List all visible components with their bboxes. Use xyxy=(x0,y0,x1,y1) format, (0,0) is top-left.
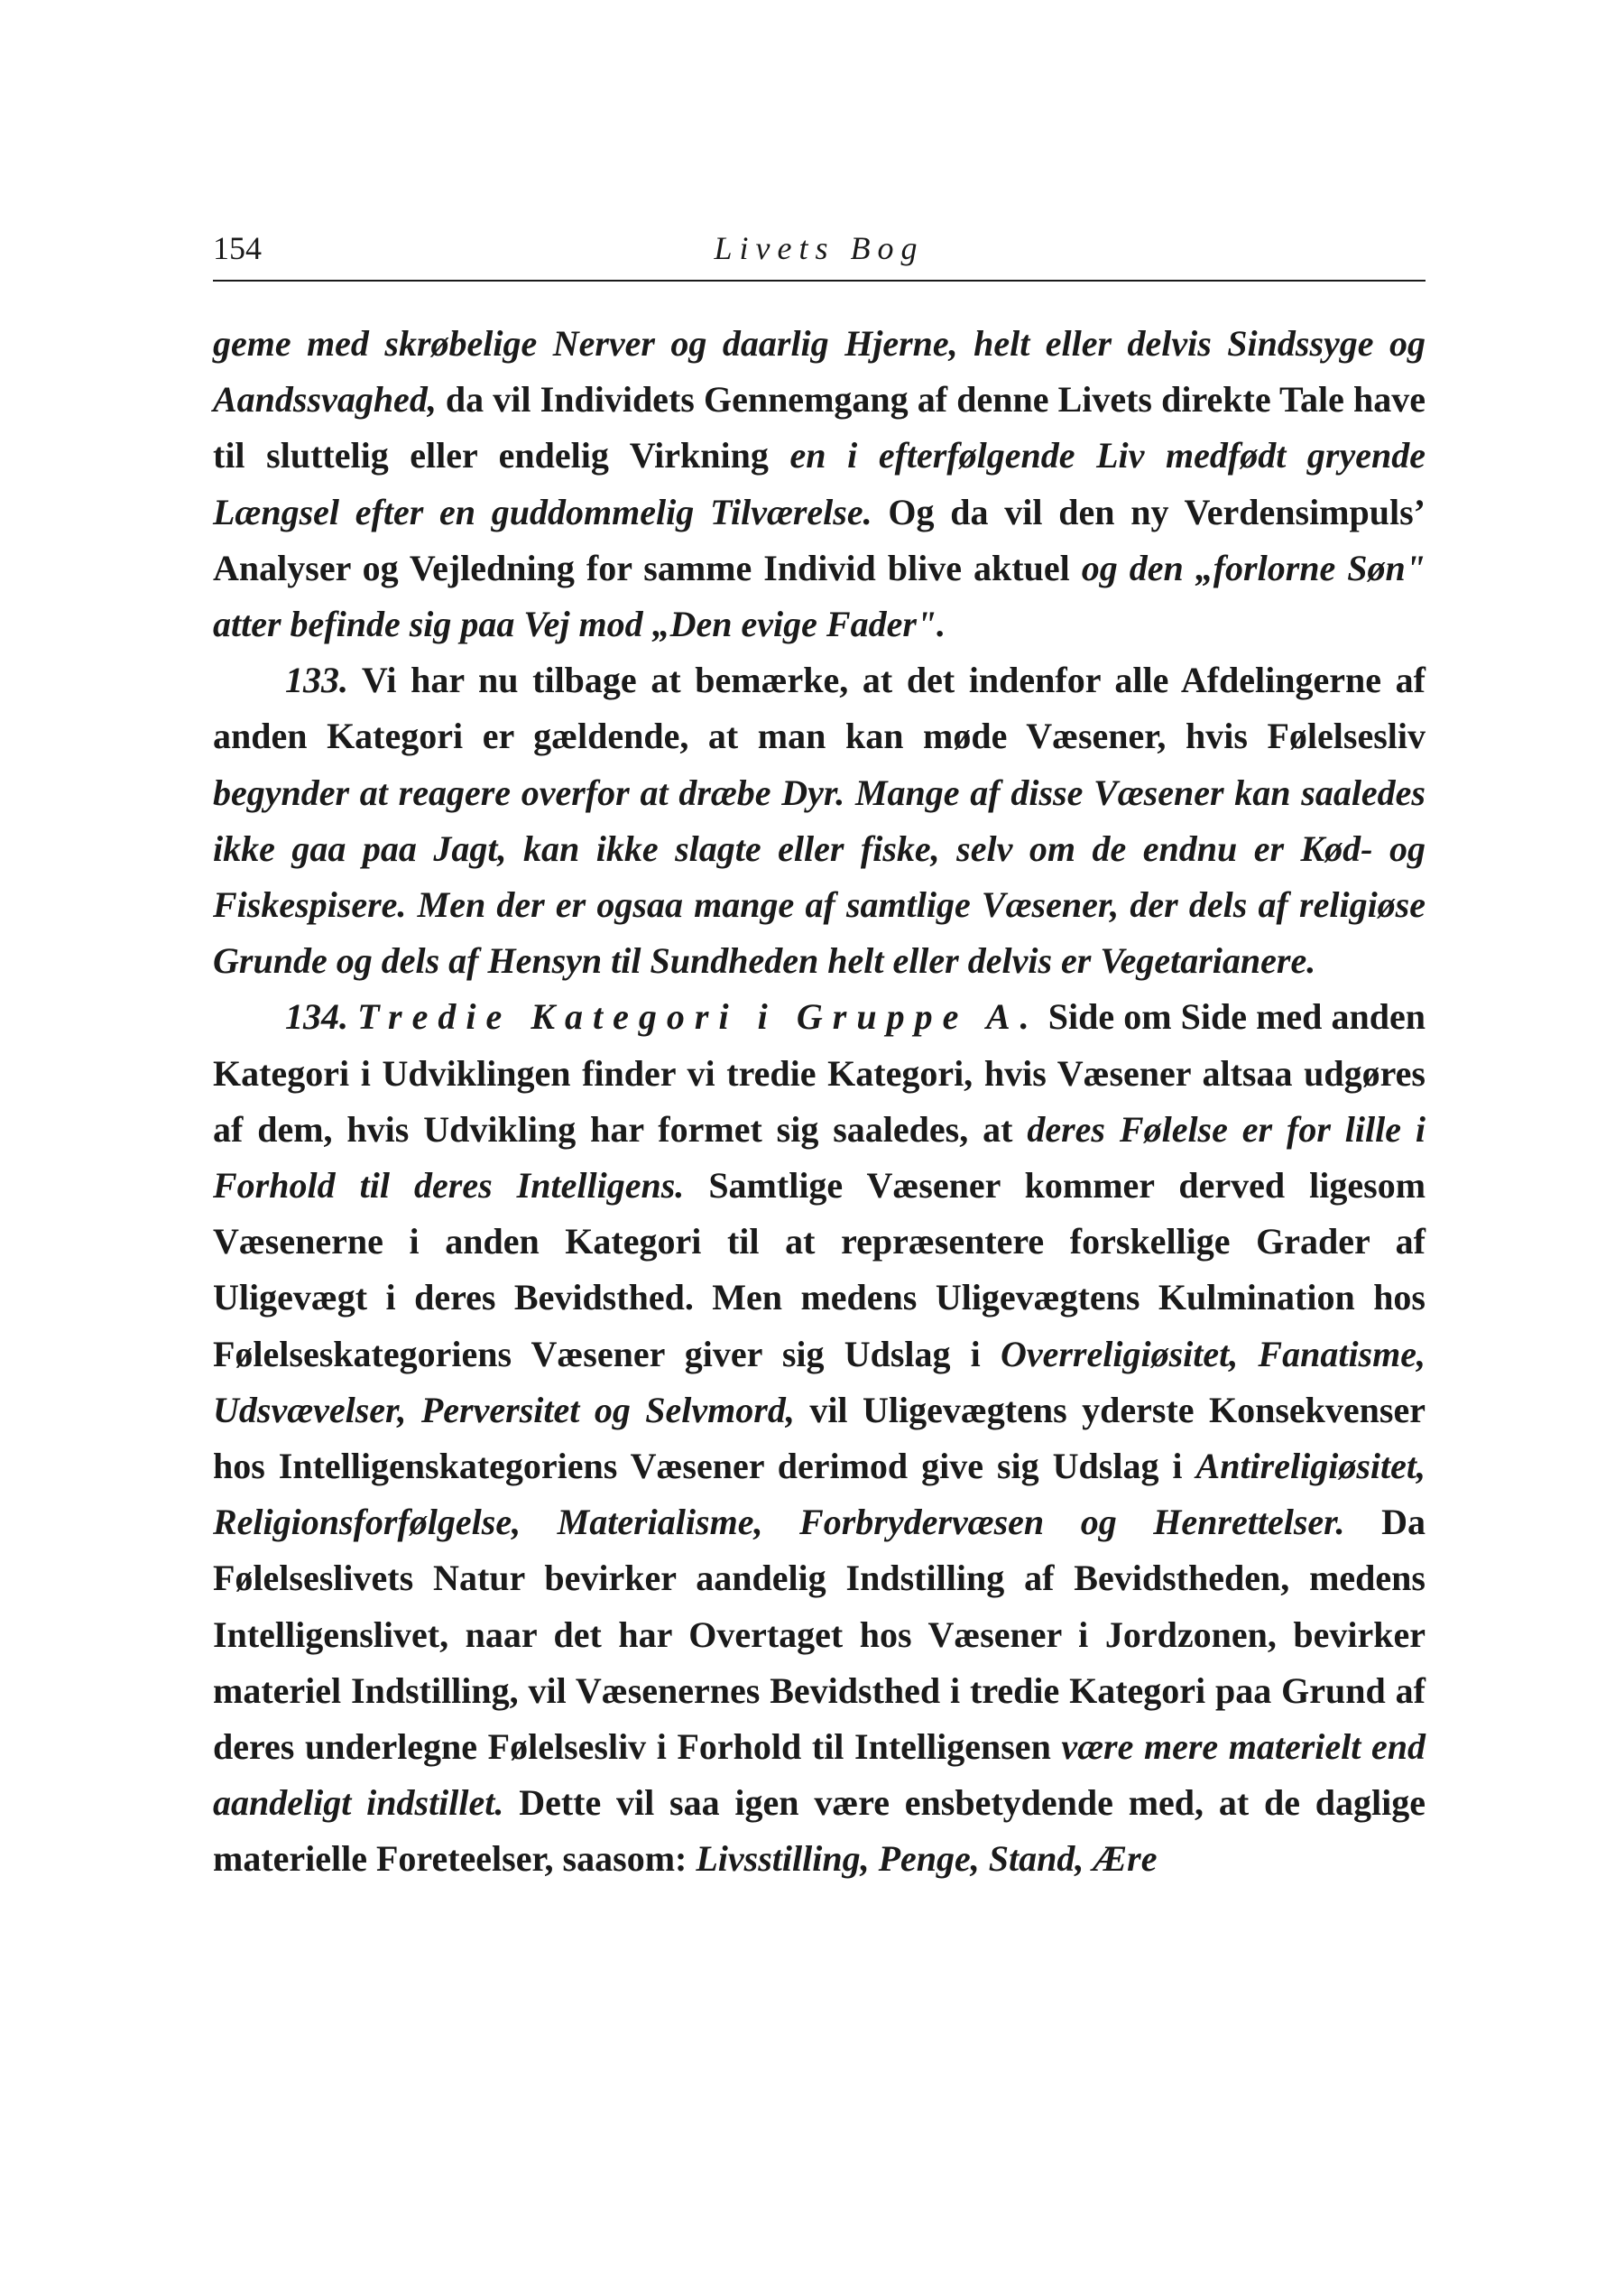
italic-text: geme med skrøbelige Nerver og daarlig Hjerne, helt eller delvis Sindssyge og Aandssvaghed, xyxy=(213,323,1426,421)
paragraph-continuation xyxy=(213,316,1426,652)
text-run: Og da vil den ny Verdensimpuls’ Analyser og Vejledning for samme Individ blive aktuel xyxy=(213,491,1426,588)
text-run: Side om Side med anden Kategori i Udviklingen finder vi tredie Kategori, hvis Væsener altsaa udgøres af dem, hvis Udvikling har formet sig saaledes, at xyxy=(213,996,1426,1150)
page-number: 154 xyxy=(213,230,262,266)
italic-text: 134. xyxy=(285,996,358,1038)
spaced-heading: Tredie Kategori i Gruppe A. xyxy=(357,996,1039,1038)
text-run: Dette vil saa igen være ensbetydende med, at de daglige materielle Foreteelser, saasom: xyxy=(213,1782,1426,1880)
text-run: Da Følelseslivets Natur bevirker aandelig Indstilling af Bevidstheden, medens Intelligenslivet, naar det har Overtaget hos Væsener i Jordzonen, bevirker materiel Indstilling, vil Væsenernes Bevidsthed i tredie Kategori paa Grund af deres underlegne Følelsesliv i Forhold til Intelligensen xyxy=(213,1502,1426,1768)
text-run: Samtlige Væsener kommer derved ligesom Væsenerne i anden Kategori til at repræsentere forskellige Grader af Uligevægt i deres Bevidsthed. Men medens Uligevægtens Kulmination hos Følelseskategoriens Væsener giver sig Udslag i xyxy=(213,1165,1426,1374)
italic-text: Overreligiøsitet, Fanatisme, Udsvævelser, Perversitet og Selvmord, xyxy=(213,1333,1426,1430)
text-run: Vi har nu tilbage at bemærke, at det indenfor alle Afdelingerne af anden Kategori er gældende, at man kan møde Væsener, hvis Følelsesliv xyxy=(213,660,1426,757)
paragraph-134 xyxy=(213,989,1426,1887)
running-head xyxy=(213,226,1426,282)
italic-text: 133. xyxy=(285,660,348,701)
italic-text: Livsstilling, Penge, Stand, Ære xyxy=(696,1838,1158,1880)
text-run: vil Uligevægtens yderste Konsekvenser hos Intelligenskategoriens Væsener derimod give sig Udslag i xyxy=(213,1389,1426,1487)
italic-text: deres Følelse er for lille i Forhold til deres Intelligens. xyxy=(213,1108,1426,1207)
text-run: da vil Individets Gennemgang af denne Livets direkte Tale have til sluttelig eller endelig Virkning xyxy=(213,379,1426,476)
italic-text: begynder at reagere overfor at dræbe Dyr. Mange af disse Væsener kan saaledes ikke gaa paa Jagt, kan ikke slagte eller fiske, selv om de endnu er Kød- og Fiskespisere. Men der er ogsaa mange af samtlige Væsener, der dels af religiøse Grunde og dels af Hensyn til Sundheden helt eller delvis er Vegetarianere. xyxy=(213,772,1426,982)
body-text xyxy=(213,316,1426,1888)
italic-text: være mere materielt end aandeligt indstillet. xyxy=(213,1726,1426,1824)
running-title: Livets Bog xyxy=(714,230,925,266)
italic-text: og den „forlorne Søn" atter befinde sig paa Vej mod „Den evige Fader". xyxy=(213,547,1426,645)
italic-text: en i efterfølgende Liv medfødt gryende Længsel efter en guddommelig Tilværelse. xyxy=(213,435,1426,532)
italic-text: Antireligiøsitet, Religionsforfølgelse, Materialisme, Forbrydervæsen og Henrettelser. xyxy=(213,1446,1426,1543)
book-page xyxy=(213,226,1426,1888)
paragraph-133 xyxy=(213,652,1426,989)
